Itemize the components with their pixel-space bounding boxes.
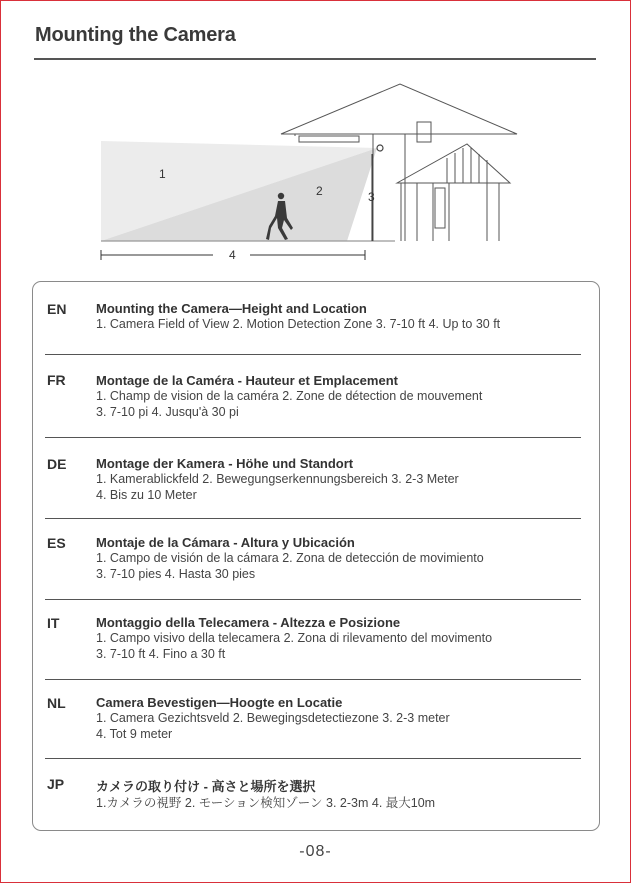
language-code: NL [47,695,66,711]
section-line: 4. Tot 9 meter [96,727,173,741]
section-line: 1. Camera Field of View 2. Motion Detection Zone 3. 7-10 ft 4. Up to 30 ft [96,317,501,331]
camera-icon [377,145,383,151]
page-number: -08- [299,843,332,860]
section-line: 1. Camera Gezichtsveld 2. Bewegingsdetectiezone 3. 2-3 meter [96,711,450,725]
label-4: 4 [229,248,236,262]
section-line: 1. Champ de vision de la caméra 2. Zone de détection de mouvement [96,389,483,403]
page-title: Mounting the Camera [35,24,236,46]
section-divider [45,518,581,519]
section-line: 1. Kamerablickfeld 2. Bewegungserkennungsbereich 3. 2-3 Meter [96,472,459,486]
section-heading: Camera Bevestigen—Hoogte en Locatie [96,695,343,710]
section-divider [45,599,581,600]
section-heading: Montage de la Caméra - Hauteur et Emplacement [96,373,398,388]
mounting-diagram [95,78,535,268]
language-code: EN [47,301,67,317]
language-panel [32,281,600,831]
language-code: JP [47,776,65,792]
title-divider [34,58,596,60]
label-2: 2 [316,184,323,198]
section-line: 1.カメラの視野 2. モーション検知ゾーン 3. 2-3m 4. 最大10m [96,796,436,810]
section-divider [45,679,581,680]
section-heading: Montaje de la Cámara - Altura y Ubicación [96,535,355,550]
section-line: 3. 7-10 pi 4. Jusqu'à 30 pi [96,405,239,419]
section-heading: カメラの取り付け - 高さと場所を選択 [96,779,316,794]
section-line: 3. 7-10 ft 4. Fino a 30 ft [96,647,226,661]
language-code: IT [47,615,60,631]
section-line: 1. Campo de visión de la cámara 2. Zona de detección de movimiento [96,551,484,565]
label-3: 3 [368,190,375,204]
section-divider [45,758,581,759]
label-1: 1 [159,167,166,181]
section-heading: Montage der Kamera - Höhe und Standort [96,456,354,471]
section-line: 3. 7-10 pies 4. Hasta 30 pies [96,567,256,581]
language-code: DE [47,456,67,472]
section-divider [45,354,581,355]
section-heading: Mounting the Camera—Height and Location [96,301,367,316]
section-divider [45,437,581,438]
language-code: ES [47,535,66,551]
language-code: FR [47,372,66,388]
section-heading: Montaggio della Telecamera - Altezza e Posizione [96,615,401,630]
section-line: 4. Bis zu 10 Meter [96,488,197,502]
section-line: 1. Campo visivo della telecamera 2. Zona di rilevamento del movimento [96,631,493,645]
